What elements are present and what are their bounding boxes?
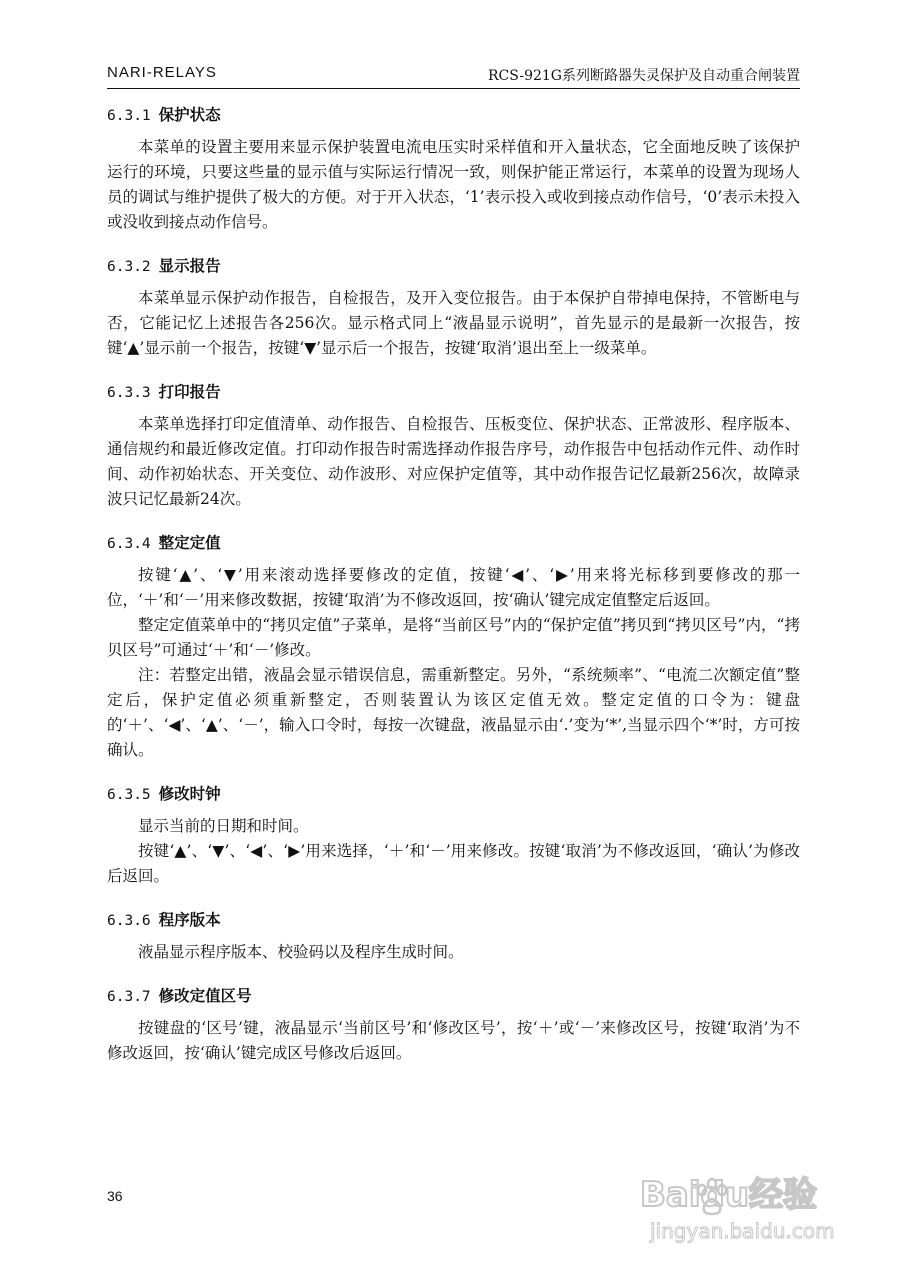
- section-heading: [107, 381, 800, 403]
- watermark-url: jingyan.baidu.com: [650, 1219, 835, 1243]
- section-title: 保护状态: [158, 106, 221, 124]
- section-title: 整定定值: [158, 534, 221, 552]
- page-content: [107, 104, 800, 1086]
- paragraph: 本菜单显示保护动作报告，自检报告，及开入变位报告。由于本保护自带掉电保持，不管断电与否，它能记忆上述报告各256次。显示格式同上“液晶显示说明”，首先显示的是最新一次报告，按键‘▲’显示前一个报告，按键‘▼’显示后一个报告，按键‘取消’退出至上一级菜单。: [107, 289, 800, 357]
- section-heading: [107, 985, 800, 1007]
- header-document-title: RCS-921G系列断路器失灵保护及自动重合闸装置: [488, 68, 800, 84]
- section-6-3-3: [107, 381, 800, 512]
- section-title: 修改时钟: [158, 785, 221, 803]
- section-title: 程序版本: [158, 911, 221, 929]
- section-heading: [107, 255, 800, 277]
- section-number: 6.3.6: [107, 913, 151, 929]
- section-number: 6.3.2: [107, 259, 151, 275]
- section-6-3-6: [107, 909, 800, 965]
- page-number: 36: [107, 1188, 123, 1204]
- paragraph-note: 注：若整定出错，液晶会显示错误信息，需重新整定。另外，“系统频率”、“电流二次额定值”整定后，保护定值必须重新整定，否则装置认为该区定值无效。整定定值的口令为：键盘的‘＋’、‘◀’、‘▲’、‘－’，输入口令时，每按一次键盘，液晶显示由‘.’变为‘*’,当显示四个‘*’时，方可按确认。: [107, 666, 800, 759]
- section-title: 修改定值区号: [158, 987, 252, 1005]
- paragraph: 液晶显示程序版本、校验码以及程序生成时间。: [138, 943, 464, 961]
- section-number: 6.3.5: [107, 787, 151, 803]
- paragraph: 本菜单的设置主要用来显示保护装置电流电压实时采样值和开入量状态，它全面地反映了该保护运行的环境，只要这些量的显示值与实际运行情况一致，则保护能正常运行，本菜单的设置为现场人员的调试与维护提供了极大的方便。对于开入状态，‘1’表示投入或收到接点动作信号，‘0’表示未投入或没收到接点动作信号。: [107, 138, 800, 231]
- paragraph: 显示当前的日期和时间。: [138, 817, 309, 835]
- section-6-3-2: [107, 255, 800, 361]
- paragraph: 按键‘▲’、‘▼’用来滚动选择要修改的定值，按键‘◀’、‘▶’用来将光标移到要修改的那一位，‘＋’和‘－’用来修改数据，按键‘取消’为不修改返回，按‘确认’键完成定值整定后返回。: [107, 566, 800, 609]
- section-6-3-7: [107, 985, 800, 1066]
- section-heading: [107, 104, 800, 126]
- header-company: NARI-RELAYS: [107, 64, 217, 81]
- section-6-3-5: [107, 783, 800, 889]
- section-6-3-1: [107, 104, 800, 235]
- section-number: 6.3.4: [107, 536, 151, 552]
- section-heading: [107, 532, 800, 554]
- section-heading: [107, 783, 800, 805]
- paragraph: 整定定值菜单中的“拷贝定值”子菜单，是将“当前区号”内的“保护定值”拷贝到“拷贝区号”内，“拷贝区号”可通过‘＋’和‘－’修改。: [107, 616, 800, 659]
- paragraph: 按键‘▲’、‘▼’、‘◀’、‘▶’用来选择，‘＋’和‘－’用来修改。按键‘取消’为不修改返回，‘确认’为修改后返回。: [107, 842, 800, 885]
- page-header: [107, 64, 800, 89]
- watermark-brand: Baidu经验: [640, 1175, 818, 1215]
- section-number: 6.3.3: [107, 385, 151, 401]
- section-number: 6.3.1: [107, 108, 151, 124]
- paragraph: 本菜单选择打印定值清单、动作报告、自检报告、压板变位、保护状态、正常波形、程序版本、通信规约和最近修改定值。打印动作报告时需选择动作报告序号，动作报告中包括动作元件、动作时间、动作初始状态、开关变位、动作波形、对应保护定值等，其中动作报告记忆最新256次，故障录波只记忆最新24次。: [107, 415, 800, 508]
- section-title: 打印报告: [158, 383, 221, 401]
- section-heading: [107, 909, 800, 931]
- section-title: 显示报告: [158, 257, 221, 275]
- baidu-jingyan-watermark: [640, 1150, 880, 1250]
- section-6-3-4: [107, 532, 800, 763]
- section-number: 6.3.7: [107, 989, 151, 1005]
- paragraph: 按键盘的‘区号’键，液晶显示‘当前区号’和‘修改区号’，按‘＋’或‘－’来修改区号，按键‘取消’为不修改返回，按‘确认’键完成区号修改后返回。: [107, 1019, 800, 1062]
